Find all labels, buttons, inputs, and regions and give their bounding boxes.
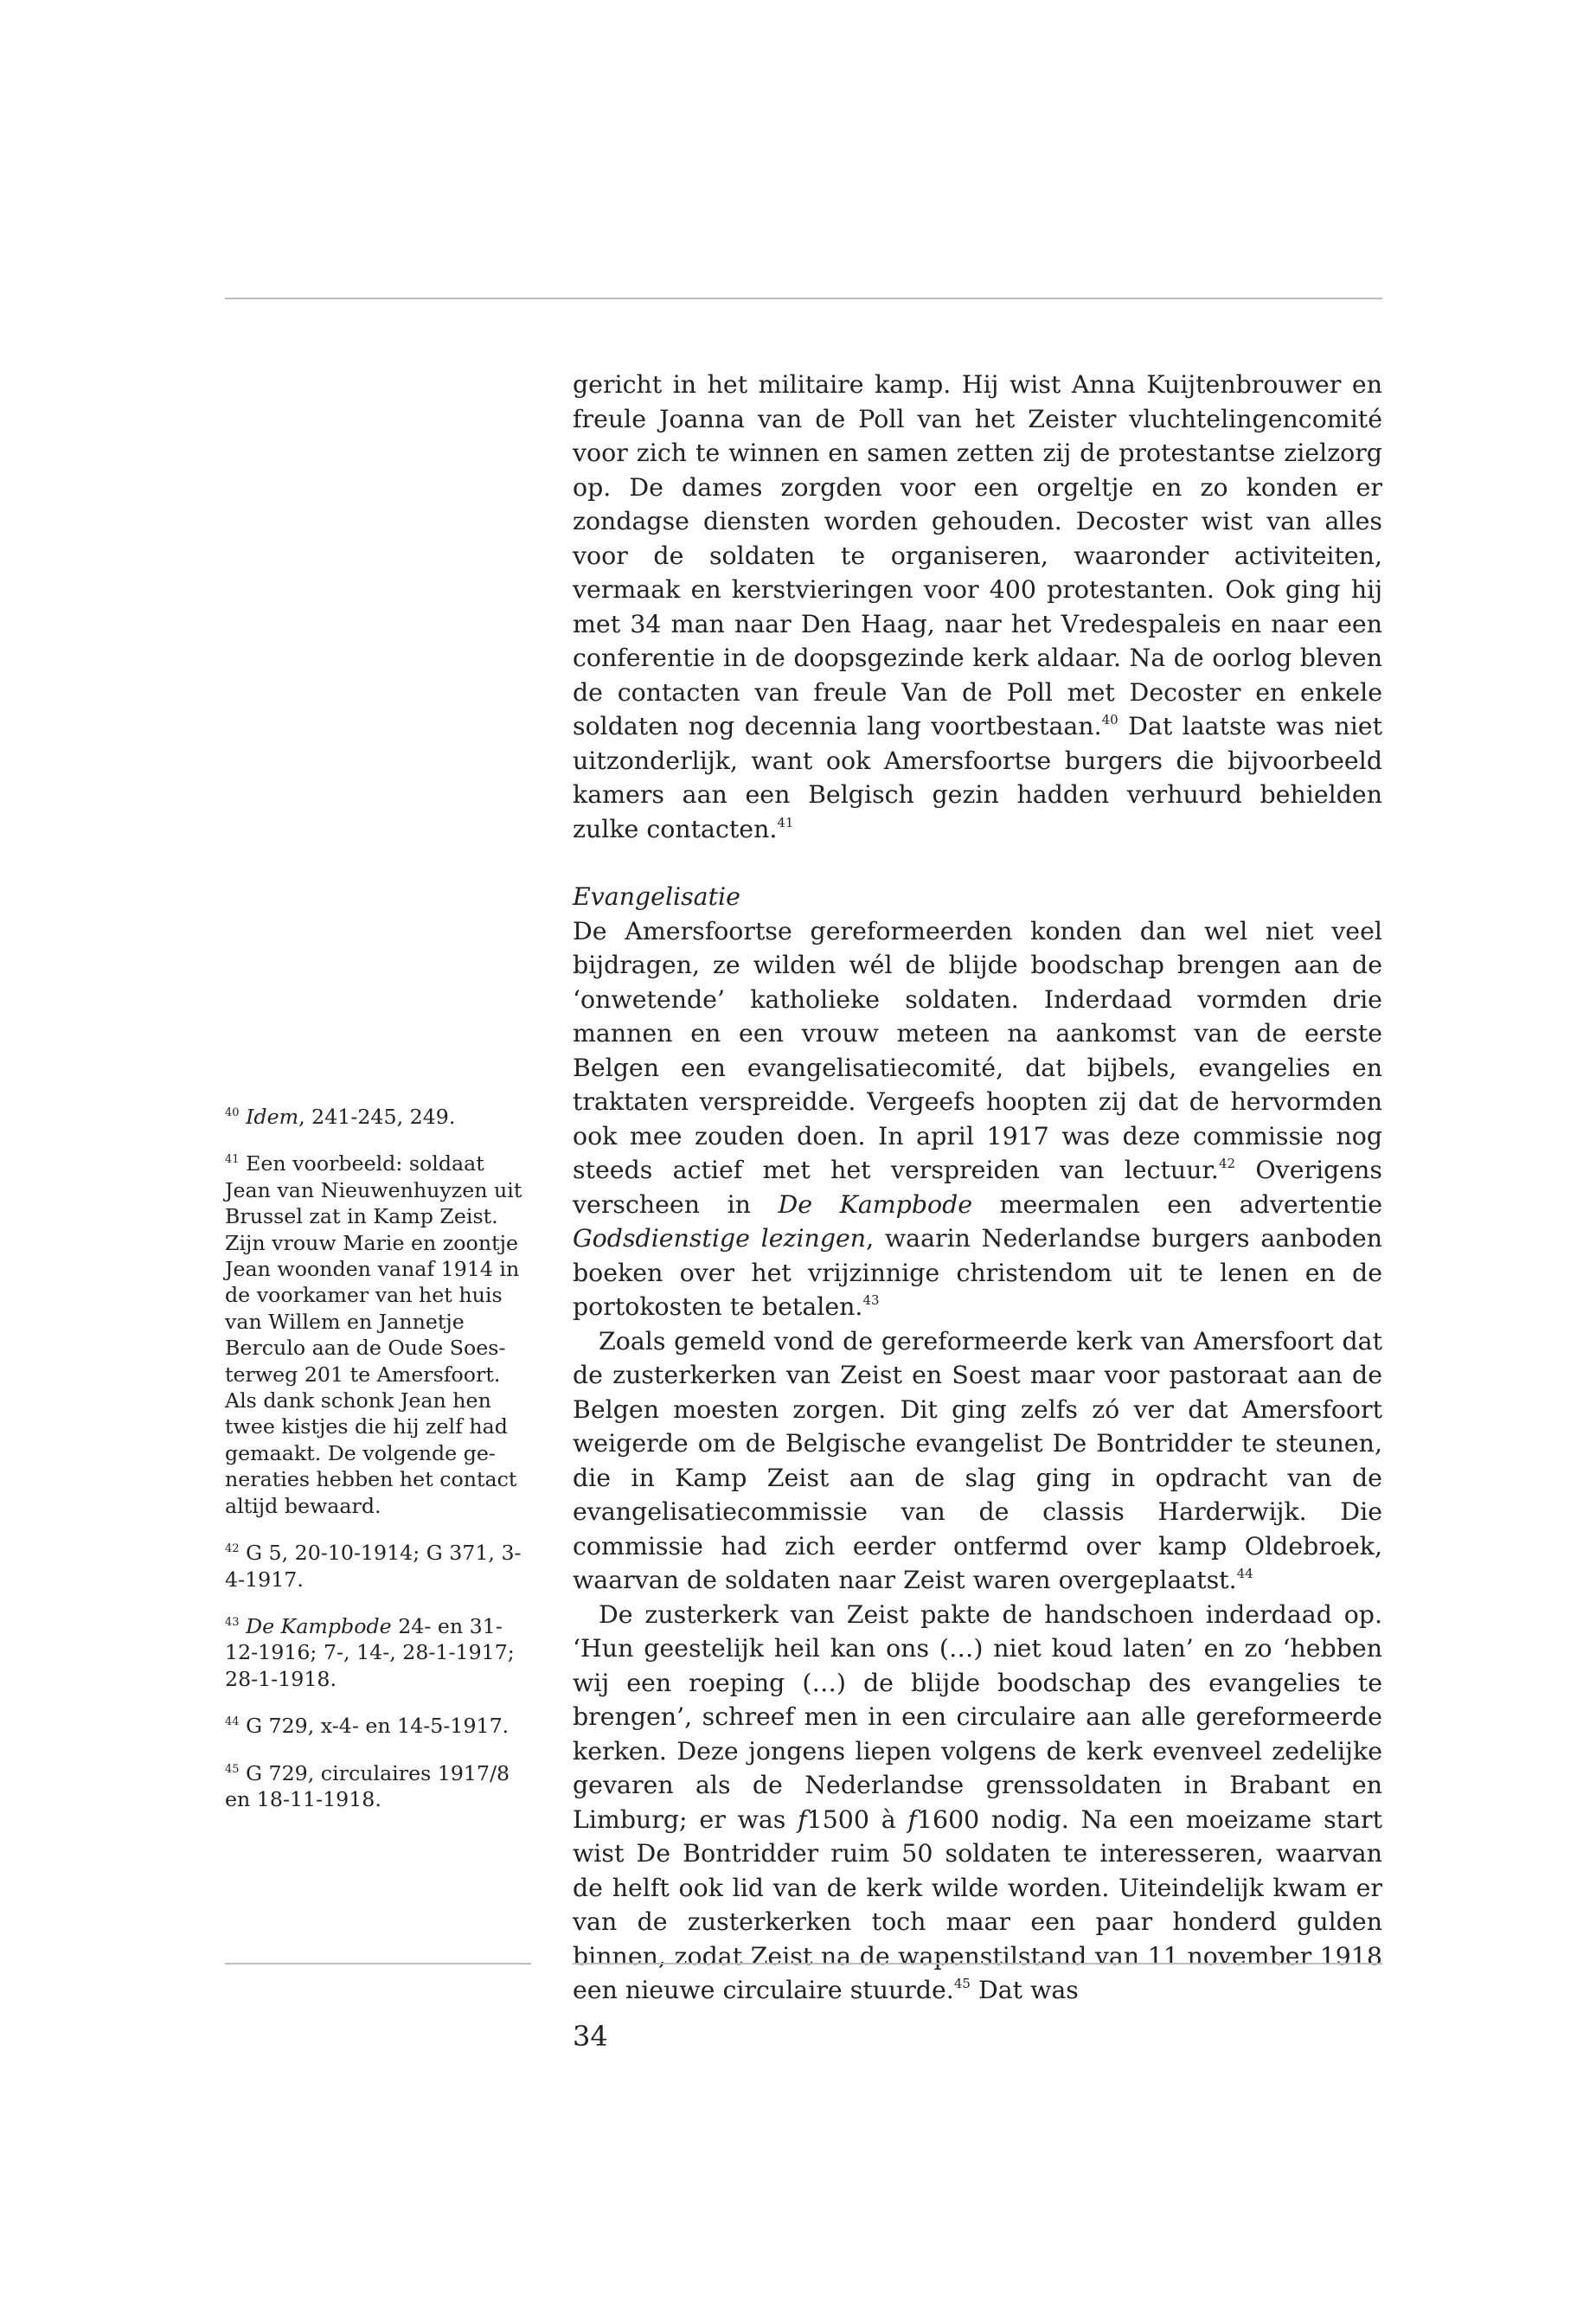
footnote-42 [225,1540,531,1593]
text-run: De Amersfoortse gereformeerden konden dan wel niet veel bijdragen, ze wilden wél de blijde boodschap brengen aan de ‘onwetende’ katholieke soldaten. Inderdaad vormden drie mannen en een vrouw meteen na aankomst van de eerste Belgen een evangelisatiecomité, dat bijbels, evangelies en traktaten verspreidde. Vergeefs hoopten zij dat de hervormden ook mee zouden doen. In april 1917 was deze commissie nog steeds actief met het verspreiden van lectuur. [573,916,1382,1184]
text-run: 1600 nodig. Na een moeizame start wist De Bontridder ruim 50 soldaten te interesseren, waarvan de helft ook lid van de kerk wilde worden. Uiteindelijk kwam er van de zusterkerken toch maar een paar honderd gulden binnen, zodat Zeist na de wapenstilstand van 11 november 1918 een nieuwe circulaire stuurde. [573,1804,1382,2004]
footnote-number: 43 [225,1615,240,1629]
florin-symbol: f [798,1804,807,1834]
footnote-45 [225,1760,531,1813]
footnote-number: 42 [225,1542,240,1556]
text-run: , waarin Nederlandse burgers aanboden boeken over het vrijzinnige christendom uit te lenen en de portokosten te betalen. [573,1224,1382,1321]
text-run: Dat laatste was niet uitzonderlijk, want ook Amersfoortse burgers die bijvoorbeeld kamers aan een Belgisch gezin hadden verhuurd behielden zulke contacten. [573,712,1382,843]
text-run: Dat was [970,1976,1079,2004]
footnote-number: 41 [225,1153,240,1167]
footnotes-column [225,1104,531,1833]
footnotes-bottom-rule [225,1963,531,1965]
main-body-text [573,368,1382,2008]
paragraph [573,1324,1382,1598]
footnote-ref-44[interactable]: 44 [1236,1566,1253,1581]
footnote-41 [225,1150,531,1519]
text-run: 1500 à [806,1804,908,1834]
footnote-ref-42[interactable]: 42 [1218,1156,1236,1171]
section-heading: Evangelisatie [573,882,740,911]
text-run: meermalen een advertentie [972,1189,1382,1219]
footnote-ref-43[interactable]: 43 [862,1292,880,1308]
body-bottom-rule [573,1963,1382,1965]
footnote-text: G 729, circulaires 1917/8 en 18-11-1918. [225,1760,510,1811]
footnote-text: 24- en 31-12-1916; 7-, 14-, 28-1-1917; 28-1-1918. [225,1613,515,1691]
text-run: gericht in het militaire kamp. Hij wist Anna Kuijtenbrouwer en freule Joanna van de Poll van het Zeister vluchtelingencomité voor zich te winnen en samen zetten zij de protestantse zielzorg op. De dames zorgden voor een orgeltje en zo konden er zondagse diensten worden gehouden. Decoster wist van alles voor de soldaten te organiseren, waaronder activiteiten, vermaak en kerstvieringen voor 400 protestanten. Ook ging hij met 34 man naar Den Haag, naar het Vredespaleis en naar een conferentie in de doopsgezinde kerk aldaar. Na de oorlog bleven de contacten van freule Van de Poll met Decoster en enkele soldaten nog decennia lang voortbestaan. [573,370,1382,740]
page-number: 34 [573,2020,608,2053]
florin-symbol: f [907,1804,917,1834]
text-run: Zoals gemeld vond de gereformeerde kerk van Amersfoort dat de zusterkerken van Zeist en Soest maar voor pastoraat aan de Belgen moesten zorgen. Dit ging zelfs zó ver dat Amersfoort weigerde om de Belgische evangelist De Bontridder te steunen, die in Kamp Zeist aan de slag ging in opdracht van de evangelisatiecommissie van de classis Harderwijk. Die commissie had zich eerder ontfermd over kamp Oldebroek, waarvan de soldaten naar Zeist waren overgeplaatst. [573,1326,1382,1594]
footnote-italic: Idem [246,1105,299,1129]
footnote-number: 45 [225,1762,240,1776]
footnote-43 [225,1613,531,1692]
italic-title: Godsdienstige lezingen [573,1224,867,1253]
footnote-ref-41[interactable]: 41 [777,814,794,830]
footnote-text: G 729, x-4- en 14-5-1917. [239,1714,510,1739]
footnote-number: 40 [225,1106,240,1119]
footnote-ref-40[interactable]: 40 [1101,712,1118,727]
header-rule [225,298,1382,299]
footnote-text: G 5, 20-10-1914; G 371, 3-4-1917. [225,1541,522,1592]
footnote-44 [225,1713,531,1739]
footnote-text: , 241-245, 249. [298,1105,456,1129]
paragraph [573,914,1382,1324]
paragraph [573,368,1382,846]
footnote-number: 44 [225,1715,240,1729]
footnote-ref-45[interactable]: 45 [953,1976,971,1991]
footnote-40 [225,1104,531,1130]
text-run: Overigens verscheen in [573,1156,1382,1219]
footnote-italic: De Kampbode [246,1613,392,1638]
paragraph [573,1598,1382,2008]
italic-title: De Kampbode [778,1189,973,1219]
text-run: De zusterkerk van Zeist pakte de handschoen inderdaad op. ‘Hun geestelijk heil kan ons (…) niet koud laten’ en zo ‘hebben wij een roeping (…) de blijde boodschap des evangelies te brengen’, schreef men in een circulaire aan alle gereformeerde kerken. Deze jongens liepen volgens de kerk evenveel zedelijke gevaren als de Nederlandse grenssoldaten in Brabant en Limburg; er was [573,1599,1382,1834]
footnote-text: Een voorbeeld: soldaat Jean van Nieuwenhuyzen uit Brussel zat in Kamp Zeist. Zijn vrouw Marie en zoontje Jean woonden vanaf 1914 in de voorkamer van het huis van Willem en Jannetje Berculo aan de Oude Soesterweg 201 te Amersfoort. Als dank schonk Jean hen twee kistjes die hij zelf had gemaakt. De volgende generaties hebben het contact altijd bewaard. [225,1151,522,1518]
